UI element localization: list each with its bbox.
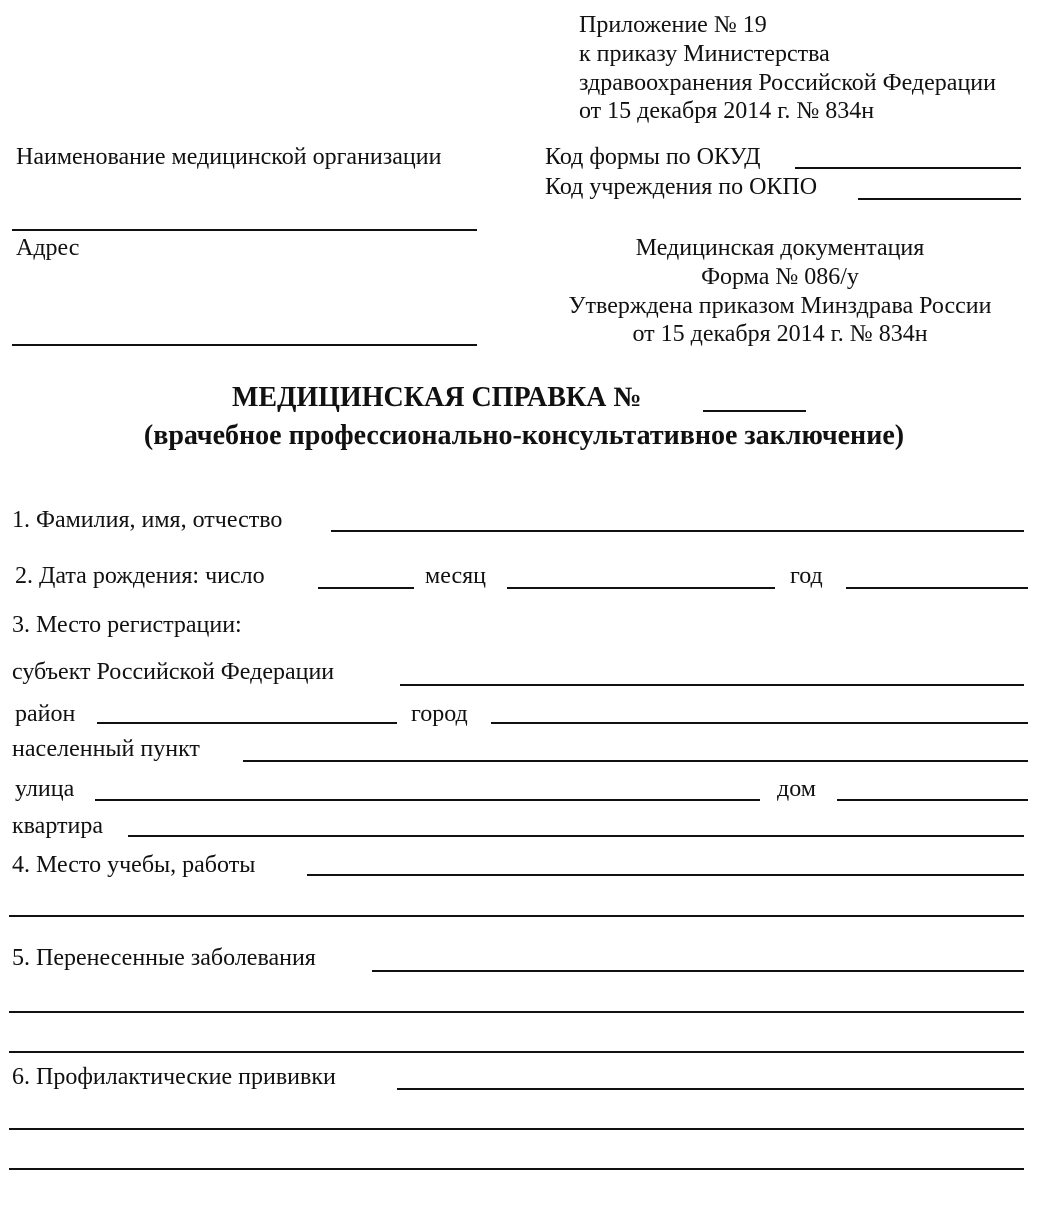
- birth-day-label: 2. Дата рождения: число: [15, 563, 265, 589]
- okpo-label: Код учреждения по ОКПО: [545, 174, 818, 200]
- study-work-label: 4. Место учебы, работы: [12, 852, 256, 878]
- diseases-label: 5. Перенесенные заболевания: [12, 945, 316, 971]
- settlement-field[interactable]: [243, 760, 1028, 762]
- form-info-line-2: Форма № 086/у: [701, 264, 859, 290]
- form-info-line-3: Утверждена приказом Минздрава России: [568, 293, 992, 319]
- vaccinations-field[interactable]: [397, 1088, 1024, 1090]
- street-field[interactable]: [95, 799, 760, 801]
- birth-year-label: год: [790, 563, 823, 589]
- appendix-line-1: Приложение № 19: [579, 12, 767, 38]
- house-field[interactable]: [837, 799, 1028, 801]
- house-label: дом: [777, 776, 816, 802]
- certificate-number-field[interactable]: [703, 410, 806, 412]
- full-name-label: 1. Фамилия, имя, отчество: [12, 507, 283, 533]
- birth-month-field[interactable]: [507, 587, 775, 589]
- study-work-field-extra[interactable]: [9, 915, 1024, 917]
- city-label: город: [411, 701, 468, 727]
- address-field[interactable]: [12, 344, 477, 346]
- appendix-line-3: здравоохранения Российской Федерации: [579, 70, 996, 96]
- vaccinations-field-extra-2[interactable]: [9, 1168, 1024, 1170]
- document-title: МЕДИЦИНСКАЯ СПРАВКА №: [232, 382, 642, 413]
- diseases-field[interactable]: [372, 970, 1024, 972]
- birth-day-field[interactable]: [318, 587, 414, 589]
- appendix-line-4: от 15 декабря 2014 г. № 834н: [579, 98, 875, 124]
- full-name-field[interactable]: [331, 530, 1024, 532]
- city-field[interactable]: [491, 722, 1028, 724]
- subject-field[interactable]: [400, 684, 1024, 686]
- address-label: Адрес: [16, 235, 80, 261]
- study-work-field[interactable]: [307, 874, 1024, 876]
- birth-month-label: месяц: [425, 563, 486, 589]
- district-label: район: [15, 701, 76, 727]
- apartment-label: квартира: [12, 813, 103, 839]
- street-label: улица: [15, 776, 75, 802]
- subject-label: субъект Российской Федерации: [12, 659, 335, 685]
- diseases-field-extra-2[interactable]: [9, 1051, 1024, 1053]
- okud-field[interactable]: [795, 167, 1021, 169]
- birth-year-field[interactable]: [846, 587, 1028, 589]
- district-field[interactable]: [97, 722, 397, 724]
- registration-heading: 3. Место регистрации:: [12, 612, 242, 638]
- okpo-field[interactable]: [858, 198, 1021, 200]
- org-name-field[interactable]: [12, 229, 477, 231]
- vaccinations-field-extra-1[interactable]: [9, 1128, 1024, 1130]
- form-info-line-1: Медицинская документация: [635, 235, 925, 261]
- settlement-label: населенный пункт: [12, 736, 200, 762]
- okud-label: Код формы по ОКУД: [545, 144, 761, 170]
- document-subtitle: (врачебное профессионально-консультативное заключение): [143, 420, 905, 451]
- org-name-label: Наименование медицинской организации: [16, 144, 442, 170]
- form-info-line-4: от 15 декабря 2014 г. № 834н: [632, 321, 928, 347]
- vaccinations-label: 6. Профилактические прививки: [12, 1064, 336, 1090]
- appendix-line-2: к приказу Министерства: [579, 41, 830, 67]
- apartment-field[interactable]: [128, 835, 1024, 837]
- diseases-field-extra-1[interactable]: [9, 1011, 1024, 1013]
